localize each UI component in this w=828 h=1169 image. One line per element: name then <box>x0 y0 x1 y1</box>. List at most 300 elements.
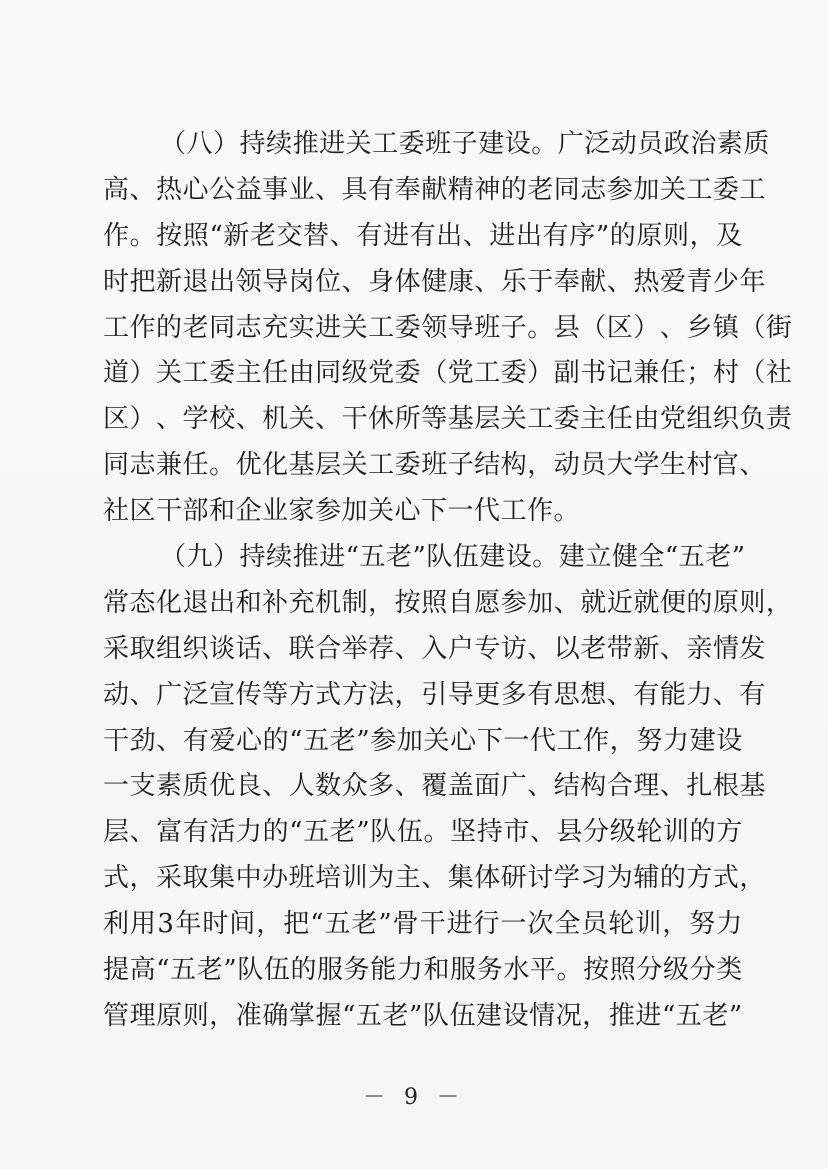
glyph: 、 <box>527 633 554 664</box>
glyph: 话 <box>235 633 263 664</box>
glyph: 充 <box>262 312 289 343</box>
glyph: ， <box>765 587 793 618</box>
glyph: 工 <box>103 312 130 343</box>
glyph: 照 <box>609 955 637 986</box>
glyph: 子 <box>451 129 479 159</box>
glyph: 体 <box>394 266 422 297</box>
glyph: 续 <box>266 129 293 159</box>
glyph: 伍 <box>452 542 480 573</box>
glyph: 交 <box>276 220 304 251</box>
glyph: 支 <box>129 771 157 802</box>
glyph: 、 <box>659 771 687 802</box>
glyph: 为 <box>606 863 634 894</box>
glyph: 主 <box>394 863 422 894</box>
glyph: 的 <box>262 725 290 756</box>
glyph: 领 <box>421 312 448 343</box>
glyph: 关 <box>423 725 450 756</box>
glyph: （ <box>160 129 187 159</box>
glyph: 素 <box>716 129 744 159</box>
glyph: 任 <box>659 358 687 389</box>
glyph: 工 <box>556 725 584 756</box>
glyph: 志 <box>129 450 157 481</box>
glyph: 委 <box>398 129 426 159</box>
glyph: ） <box>527 358 554 389</box>
glyph: 用 <box>129 909 157 940</box>
glyph: 有 <box>356 220 383 251</box>
glyph: 八 <box>186 129 214 159</box>
glyph: 机 <box>262 404 289 435</box>
glyph: 官 <box>712 450 740 481</box>
glyph: 出 <box>209 587 236 618</box>
glyph: 取 <box>182 863 210 894</box>
glyph: 五 <box>678 542 706 573</box>
glyph: 讨 <box>527 863 554 894</box>
glyph: 村 <box>686 450 713 481</box>
glyph: 心 <box>450 725 477 756</box>
glyph: 老 <box>385 542 413 573</box>
glyph: 基 <box>739 771 766 802</box>
glyph: 进 <box>446 909 474 940</box>
glyph: 体 <box>474 863 501 894</box>
glyph: 、 <box>394 633 422 664</box>
glyph: 联 <box>288 633 316 664</box>
glyph: 关 <box>341 312 369 343</box>
text-line <box>103 764 766 810</box>
glyph: “ <box>289 817 304 848</box>
glyph: “ <box>664 542 679 573</box>
glyph: 出 <box>516 220 543 251</box>
glyph: 同 <box>315 358 342 389</box>
glyph: 采 <box>156 863 183 894</box>
glyph: 建 <box>478 129 505 159</box>
glyph: 、 <box>553 587 581 618</box>
glyph: 按 <box>394 587 422 618</box>
glyph: “ <box>289 725 304 756</box>
glyph: 构 <box>500 450 528 481</box>
glyph: 出 <box>436 220 463 251</box>
glyph: 设 <box>505 542 533 573</box>
glyph: 、 <box>156 404 183 435</box>
glyph: 老 <box>351 909 378 940</box>
glyph: 级 <box>662 955 690 986</box>
glyph: 负 <box>739 404 766 435</box>
glyph: 基 <box>288 450 316 481</box>
glyph: 多 <box>368 771 395 802</box>
glyph: 按 <box>583 955 610 986</box>
glyph: 有 <box>527 679 554 710</box>
text-line <box>103 856 766 902</box>
glyph: 持 <box>239 129 267 159</box>
glyph: 时 <box>103 266 130 297</box>
glyph: 训 <box>662 817 690 848</box>
glyph: ， <box>129 863 157 894</box>
glyph: 书 <box>580 358 607 389</box>
glyph: 退 <box>182 587 210 618</box>
glyph: 层 <box>474 404 501 435</box>
glyph: 街 <box>765 312 793 343</box>
glyph: 老 <box>196 955 224 986</box>
glyph: 爱 <box>659 266 687 297</box>
glyph: 兼 <box>156 450 183 481</box>
glyph: 为 <box>368 863 395 894</box>
glyph: 众 <box>341 771 369 802</box>
glyph: 、 <box>712 679 740 710</box>
glyph: 思 <box>553 679 581 710</box>
glyph: 任 <box>262 358 289 389</box>
glyph: 员 <box>581 909 608 940</box>
glyph: 、 <box>474 266 501 297</box>
glyph: 织 <box>712 404 740 435</box>
glyph: 和 <box>423 955 450 986</box>
glyph: 关 <box>156 358 183 389</box>
glyph: 推 <box>292 129 320 159</box>
glyph: 广 <box>500 771 528 802</box>
glyph: 献 <box>580 266 607 297</box>
glyph: 身 <box>368 266 395 297</box>
glyph: 准 <box>235 1000 263 1031</box>
glyph: 村 <box>712 358 740 389</box>
glyph: 、 <box>394 771 422 802</box>
glyph: 务 <box>476 955 504 986</box>
glyph: 间 <box>229 909 256 940</box>
glyph: 班 <box>425 129 452 159</box>
glyph: 作 <box>103 220 130 251</box>
glyph: ” <box>728 1000 743 1031</box>
glyph: 次 <box>527 909 554 940</box>
glyph: 加 <box>396 725 424 756</box>
glyph: 少 <box>712 266 740 297</box>
glyph: 结 <box>553 771 581 802</box>
glyph: ， <box>368 587 395 618</box>
glyph: 主 <box>580 404 607 435</box>
glyph: 传 <box>235 679 263 710</box>
glyph: 、 <box>739 450 766 481</box>
glyph: 班 <box>288 863 316 894</box>
glyph: 采 <box>103 633 130 664</box>
glyph: 及 <box>716 220 743 251</box>
glyph: 进 <box>315 312 342 343</box>
glyph: 具 <box>341 174 369 205</box>
glyph: 合 <box>315 633 342 664</box>
glyph: 等 <box>262 679 289 710</box>
glyph: 全 <box>638 542 665 573</box>
glyph: 由 <box>288 358 316 389</box>
glyph: 五 <box>324 909 351 940</box>
glyph: 集 <box>447 863 475 894</box>
text-line <box>103 627 766 673</box>
glyph: 老 <box>702 1000 729 1031</box>
glyph: ， <box>209 1000 236 1031</box>
text-line <box>103 443 766 489</box>
glyph: 发 <box>739 633 766 664</box>
paragraph-8 <box>103 122 793 535</box>
glyph: 方 <box>341 679 369 710</box>
glyph: 管 <box>103 1000 130 1031</box>
glyph: 生 <box>659 450 687 481</box>
glyph: 老 <box>249 220 277 251</box>
glyph: 、 <box>421 863 448 894</box>
glyph: 心 <box>236 725 263 756</box>
glyph: 益 <box>235 174 263 205</box>
glyph: 责 <box>765 404 793 435</box>
glyph: ， <box>527 450 554 481</box>
glyph: 方 <box>686 863 713 894</box>
glyph: ， <box>256 909 283 940</box>
glyph: 学 <box>182 404 210 435</box>
glyph: 工 <box>368 450 395 481</box>
glyph: 、 <box>462 220 490 251</box>
glyph: 伍 <box>396 817 424 848</box>
glyph: 3 <box>157 909 175 940</box>
glyph: 有 <box>739 679 766 710</box>
glyph: 工 <box>372 129 399 159</box>
glyph: 、 <box>235 404 263 435</box>
glyph: 训 <box>635 909 662 940</box>
glyph: 学 <box>553 863 581 894</box>
glyph: 多 <box>500 679 528 710</box>
glyph: “ <box>310 909 324 940</box>
glyph: 参 <box>500 587 528 618</box>
glyph: 进 <box>319 129 346 159</box>
glyph: 伍 <box>449 1000 476 1031</box>
text-line: 社区干部和企业家参加关心下一代工作。 <box>103 496 581 527</box>
glyph: 有 <box>182 725 210 756</box>
glyph: 党 <box>659 404 687 435</box>
glyph: “ <box>345 542 360 573</box>
glyph: 子 <box>500 312 528 343</box>
glyph: 建 <box>479 542 506 573</box>
glyph: “ <box>209 220 224 251</box>
glyph: 队 <box>237 955 264 986</box>
text-line <box>103 260 766 306</box>
glyph: 关 <box>659 174 687 205</box>
glyph: 委 <box>553 404 581 435</box>
glyph: 志 <box>235 312 263 343</box>
glyph: 委 <box>712 174 740 205</box>
glyph: ） <box>213 542 240 573</box>
glyph: 动 <box>553 450 581 481</box>
glyph: 领 <box>235 266 263 297</box>
glyph: 活 <box>209 817 236 848</box>
glyph: 退 <box>182 266 210 297</box>
glyph: 动 <box>103 679 130 710</box>
glyph: 志 <box>580 174 607 205</box>
glyph: 建 <box>689 725 717 756</box>
text-line <box>103 994 743 1040</box>
glyph: 、 <box>129 679 157 710</box>
glyph: 劲 <box>129 725 157 756</box>
glyph: 子 <box>447 450 475 481</box>
glyph: 织 <box>182 633 210 664</box>
glyph: 带 <box>606 633 634 664</box>
glyph: 副 <box>553 358 581 389</box>
glyph: 五 <box>170 955 197 986</box>
glyph: 、 <box>129 817 157 848</box>
glyph: 力 <box>716 909 743 940</box>
glyph: 训 <box>341 863 369 894</box>
glyph: 老 <box>580 633 607 664</box>
glyph: 素 <box>156 771 183 802</box>
glyph: 推 <box>292 542 320 573</box>
glyph: 机 <box>315 587 342 618</box>
glyph: 设 <box>716 725 743 756</box>
glyph: 基 <box>447 404 475 435</box>
glyph: 业 <box>288 174 316 205</box>
glyph: 化 <box>262 450 289 481</box>
glyph: 原 <box>712 587 740 618</box>
glyph: 五 <box>355 1000 383 1031</box>
glyph: 工 <box>474 358 501 389</box>
glyph: 访 <box>500 633 528 664</box>
glyph: “ <box>156 955 171 986</box>
glyph: 、 <box>156 725 183 756</box>
glyph: 结 <box>474 450 501 481</box>
glyph: 轮 <box>636 817 663 848</box>
glyph: 工 <box>527 404 554 435</box>
glyph: 握 <box>315 1000 343 1031</box>
glyph: 质 <box>182 771 210 802</box>
glyph: 化 <box>156 587 183 618</box>
glyph: 关 <box>288 404 316 435</box>
glyph: 爱 <box>209 725 236 756</box>
glyph: （ <box>739 312 766 343</box>
glyph: 健 <box>611 542 639 573</box>
text-line <box>103 581 793 627</box>
glyph: 合 <box>606 771 634 802</box>
glyph: 精 <box>447 174 475 205</box>
glyph: 把 <box>129 266 157 297</box>
glyph: ” <box>731 542 746 573</box>
glyph: 扎 <box>686 771 713 802</box>
glyph: 干 <box>103 725 130 756</box>
glyph: 同 <box>209 312 236 343</box>
glyph: 五 <box>359 542 386 573</box>
glyph: 理 <box>129 1000 157 1031</box>
glyph: 就 <box>580 587 607 618</box>
glyph: 情 <box>712 633 740 664</box>
glyph: 校 <box>209 404 236 435</box>
glyph: 委 <box>394 358 422 389</box>
glyph: 队 <box>426 542 453 573</box>
glyph: 坚 <box>450 817 477 848</box>
glyph: 员 <box>580 450 607 481</box>
glyph: 道 <box>103 358 130 389</box>
glyph: 面 <box>474 771 501 802</box>
glyph: ） <box>129 404 157 435</box>
glyph: 推 <box>608 1000 636 1031</box>
glyph: 则 <box>662 220 690 251</box>
paragraph-9 <box>103 535 793 1040</box>
glyph: 持 <box>476 817 504 848</box>
glyph: 。 <box>556 955 584 986</box>
page-number: － 9 － <box>363 1085 465 1110</box>
glyph: ， <box>609 725 637 756</box>
glyph: （ <box>160 542 187 573</box>
glyph: 集 <box>209 863 236 894</box>
glyph: 方 <box>716 817 743 848</box>
glyph: 同 <box>553 174 581 205</box>
glyph: 神 <box>474 174 501 205</box>
glyph: 谈 <box>209 633 236 664</box>
glyph: 、 <box>606 679 634 710</box>
glyph: 持 <box>239 542 267 573</box>
glyph: 参 <box>370 725 397 756</box>
glyph: 、 <box>129 174 157 205</box>
glyph: 高 <box>129 955 157 986</box>
glyph: 关 <box>500 404 528 435</box>
glyph: 、 <box>659 633 687 664</box>
glyph: 党 <box>368 358 395 389</box>
glyph: ” <box>223 955 238 986</box>
glyph: 任 <box>606 404 634 435</box>
glyph: 方 <box>288 679 316 710</box>
glyph: 原 <box>156 1000 183 1031</box>
glyph: 的 <box>156 312 183 343</box>
glyph: 由 <box>633 404 660 435</box>
glyph: 入 <box>421 633 448 664</box>
glyph: 心 <box>182 174 210 205</box>
glyph: “ <box>342 1000 356 1031</box>
glyph: 老 <box>527 174 554 205</box>
glyph: 五 <box>303 725 330 756</box>
glyph: 充 <box>288 587 316 618</box>
glyph: 进 <box>382 220 410 251</box>
glyph: 关 <box>341 450 369 481</box>
glyph: 广 <box>156 679 183 710</box>
glyph: 热 <box>156 174 183 205</box>
glyph: 新 <box>223 220 250 251</box>
glyph: 构 <box>580 771 607 802</box>
glyph: 建 <box>476 1000 503 1031</box>
glyph: 公 <box>209 174 236 205</box>
glyph: 、 <box>341 266 369 297</box>
glyph: 泛 <box>182 679 210 710</box>
glyph: 参 <box>606 174 634 205</box>
glyph: 立 <box>585 542 612 573</box>
glyph: 党 <box>447 358 475 389</box>
glyph: 所 <box>394 404 422 435</box>
glyph: 位 <box>315 266 342 297</box>
glyph: 法 <box>368 679 395 710</box>
glyph: 五 <box>675 1000 703 1031</box>
glyph: （ <box>580 312 607 343</box>
glyph: 轮 <box>608 909 635 940</box>
glyph: 广 <box>557 129 585 159</box>
glyph: 理 <box>633 771 660 802</box>
glyph: 力 <box>686 679 713 710</box>
glyph: 力 <box>236 817 263 848</box>
glyph: 掌 <box>288 1000 316 1031</box>
glyph: 分 <box>636 955 663 986</box>
glyph: 的 <box>290 955 317 986</box>
glyph: 自 <box>447 587 475 618</box>
glyph: 式 <box>103 863 130 894</box>
glyph: 出 <box>209 266 236 297</box>
glyph: 、 <box>529 817 557 848</box>
glyph: 分 <box>689 955 717 986</box>
glyph: 分 <box>583 817 610 848</box>
glyph: 镇 <box>712 312 740 343</box>
glyph: 亲 <box>686 633 713 664</box>
glyph: 力 <box>396 955 424 986</box>
glyph: 兼 <box>633 358 660 389</box>
glyph: 则 <box>739 587 766 618</box>
glyph: 办 <box>262 863 289 894</box>
glyph: 导 <box>262 266 289 297</box>
glyph: ， <box>689 220 717 251</box>
glyph: 盖 <box>447 771 475 802</box>
glyph: 服 <box>317 955 344 986</box>
